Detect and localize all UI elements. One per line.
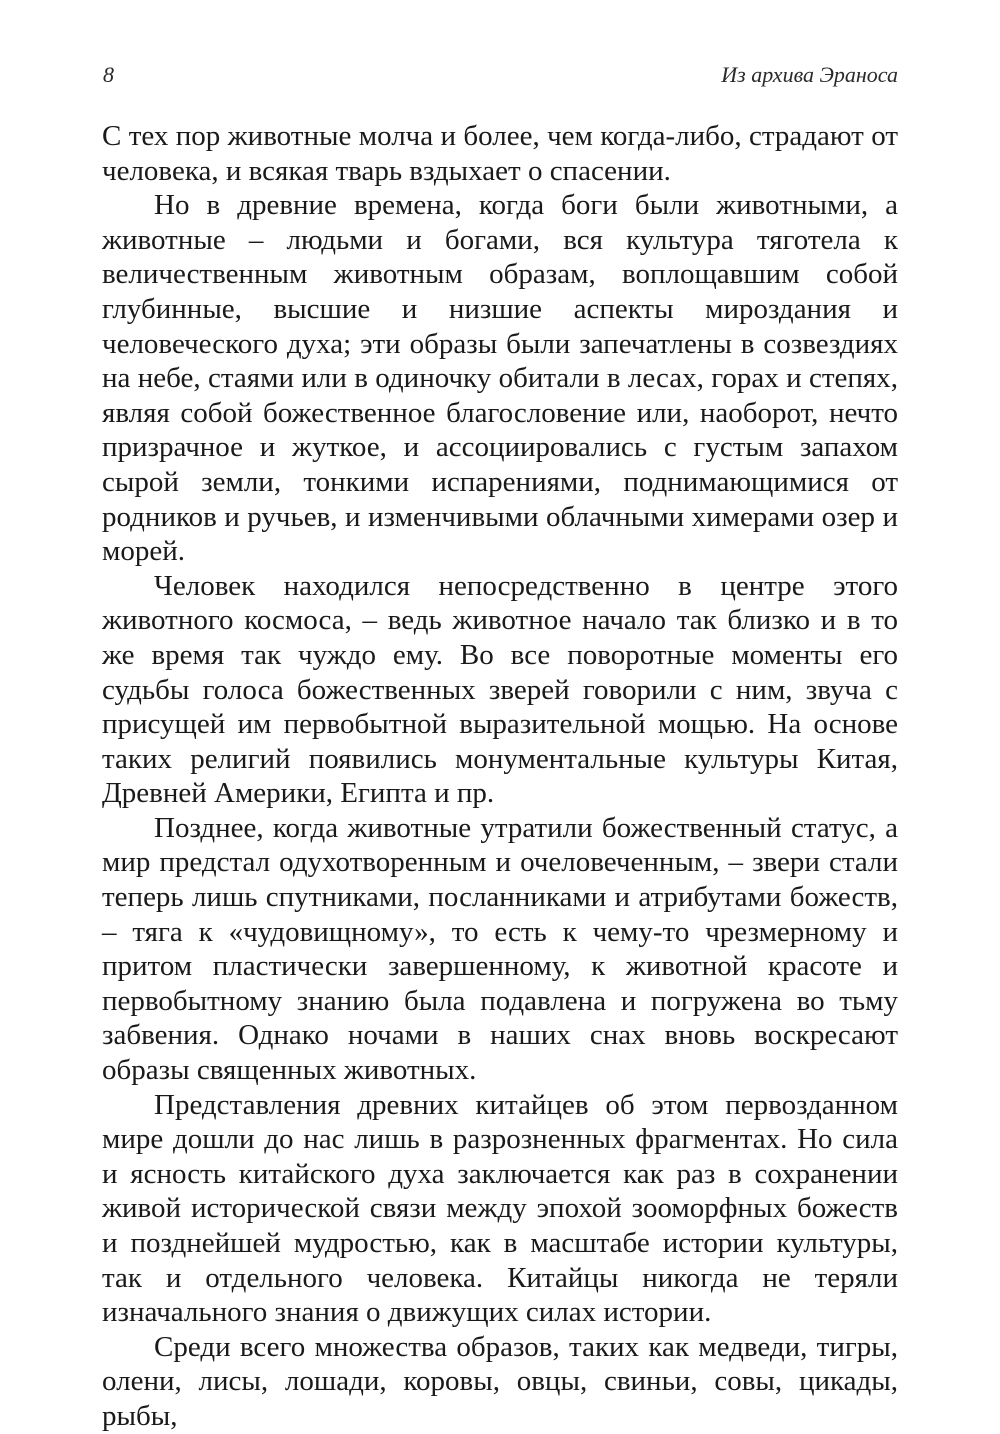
paragraph: Позднее, когда животные утратили божественный статус, а мир предстал одухотворенным и очеловеченным, – звери стали теперь лишь спутниками, посланниками и атрибутами божеств, – тяга к «чудовищному», то есть к чему-то чрезмерному и притом пластически завершенному, к животной красоте и первобытному знанию была подавлена и погружена во тьму забвения. Однако ночами в наших снах вновь воскресают образы священных животных. xyxy=(102,811,898,1087)
paragraph: Среди всего множества образов, таких как медведи, тигры, олени, лисы, лошади, коровы, овцы, свиньи, совы, цикады, рыбы, xyxy=(102,1330,898,1432)
paragraph: Но в древние времена, когда боги были животными, а животные – людьми и богами, вся культура тяготела к величественным животным образам, воплощавшим собой глубинные, высшие и низшие аспекты мироздания и человеческого духа; эти образы были запечатлены в созвездиях на небе, стаями или в одиночку обитали в лесах, горах и степях, являя собой божественное благословение или, наоборот, нечто призрачное и жуткое, и ассоциировались с густым запахом сырой земли, тонкими испарениями, поднимающимися от родников и ручьев, и изменчивыми облачными химерами озер и морей. xyxy=(102,189,898,568)
paragraph: С тех пор животные молча и более, чем когда-либо, страдают от человека, и всякая тварь вздыхает о спасении. xyxy=(102,120,898,187)
running-head: Из архива Эраноса xyxy=(721,62,898,87)
page-number: 8 xyxy=(103,62,114,87)
paragraph: Человек находился непосредственно в центре этого животного космоса, – ведь животное начало так близко и в то же время так чуждо ему. Во все поворотные моменты его судьбы голоса божественных зверей говорили с ним, звуча с присущей им первобытной выразительной мощью. На основе таких религий появились монументальные культуры Китая, Древней Америки, Египта и пр. xyxy=(102,569,898,810)
body-text xyxy=(102,119,898,1434)
page-header xyxy=(103,62,898,92)
paragraph: Представления древних китайцев об этом первозданном мире дошли до нас лишь в разрозненных фрагментах. Но сила и ясность китайского духа заключается как раз в сохранении живой исторической связи между эпохой зооморфных божеств и позднейшей мудростью, как в масштабе истории культуры, так и отдельного человека. Китайцы никогда не теряли изначального знания о движущих силах истории. xyxy=(102,1088,898,1329)
